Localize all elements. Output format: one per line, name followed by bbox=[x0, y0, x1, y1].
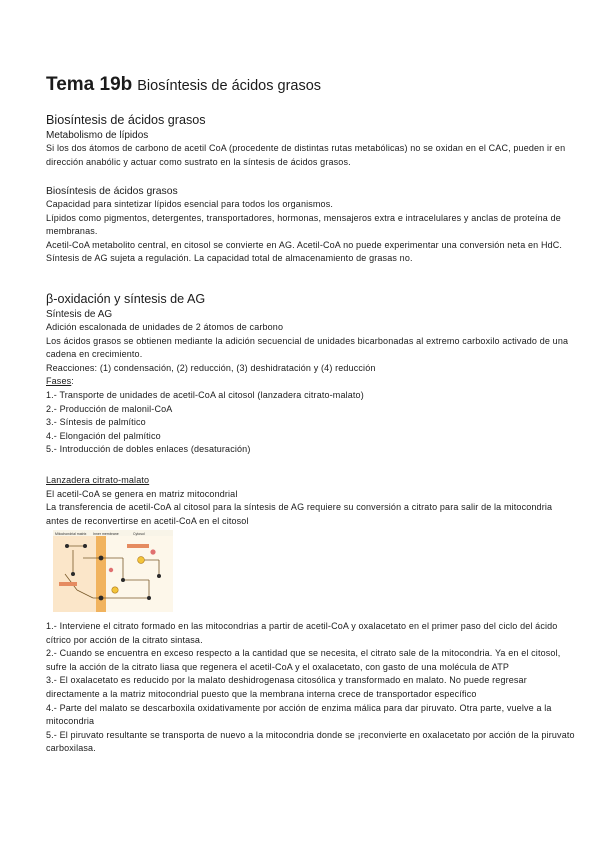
section-biosintesis-2 bbox=[46, 185, 576, 266]
list-item: 2.- Producción de malonil-CoA bbox=[46, 403, 173, 414]
paragraph: El acetil-CoA se genera en matriz mitocondrial bbox=[46, 488, 238, 499]
paragraph: Lípidos como pigmentos, detergentes, transportadores, hormonas, mensajeros extra e intracelulares y anclas de proteína de membranas. bbox=[46, 212, 561, 237]
citrate-malate-shuttle-figure bbox=[53, 530, 173, 612]
paragraph: Adición escalonada de unidades de 2 átomos de carbono bbox=[46, 322, 284, 332]
paragraph: Capacidad para sintetizar lípidos esencial para todos los organismos. bbox=[46, 199, 334, 209]
section-steps bbox=[46, 620, 576, 756]
page-title bbox=[46, 74, 321, 96]
list-item: 5.- Introducción de dobles enlaces (desaturación) bbox=[46, 444, 251, 455]
paragraph: La transferencia de acetil-CoA al citosol para la síntesis de AG requiere su conversión a citrato para salir de la mitocondria antes de reconvertirse en acetil-CoA en el citosol bbox=[46, 502, 553, 526]
shuttle-diagram bbox=[53, 530, 173, 612]
figure-label-middle: Inner membrane bbox=[93, 532, 119, 536]
list-item: 4.- Parte del malato se descarboxila oxidativamente por acción de enzima málica para dar piruvato. Otra parte, vuelve a la mitocondria bbox=[46, 702, 552, 727]
title-main: Tema 19b bbox=[46, 74, 133, 95]
section-subheading: Síntesis de AG bbox=[46, 309, 113, 320]
paragraph: Reacciones: (1) condensación, (2) reducción, (3) deshidratación y (4) reducción bbox=[46, 362, 376, 373]
list-item: 2.- Cuando se encuentra en exceso respecto a la cantidad que se necesita, el citrato sale de la mitocondria. Ya en el citosol, sufre la acción de la citrato liasa que regenera el acetil-CoA y el oxalacetato, con gasto de una molécula de ATP bbox=[46, 648, 561, 672]
list-item: 1.- Interviene el citrato formado en las mitocondrias a partir de acetil-CoA y oxalacetato en el primer paso del ciclo del ácido cítrico por acción de la citrato sintasa. bbox=[46, 621, 558, 645]
list-item: 1.- Transporte de unidades de acetil-CoA al citosol (lanzadera citrato-malato) bbox=[46, 389, 364, 400]
paragraph: Acetil-CoA metabolito central, en citosol se convierte en AG. Acetil-CoA no puede experimentar una conversión neta en HdC. bbox=[46, 239, 563, 250]
phases-label: Fases: bbox=[46, 376, 74, 387]
figure-label-right: Cytosol bbox=[133, 532, 145, 536]
section-subheading: Metabolismo de lípidos bbox=[46, 130, 149, 141]
section-heading: Lanzadera citrato-malato bbox=[46, 475, 150, 485]
title-sub: Biosíntesis de ácidos grasos bbox=[137, 78, 322, 94]
list-item: 3.- El oxalacetato es reducido por la malato deshidrogenasa citosólica y transformado en malato. No puede regresar directamente a la matriz mitocondrial puesto que la membrana interna crece de transportador específico bbox=[46, 675, 527, 699]
list-item: 3.- Síntesis de palmítico bbox=[46, 417, 146, 428]
section-heading: β-oxidación y síntesis de AG bbox=[46, 292, 206, 306]
list-item: 4.- Elongación del palmítico bbox=[46, 430, 161, 441]
paragraph: Los ácidos grasos se obtienen mediante la adición secuencial de unidades bicarbonadas al extremo carboxilo activado de una cadena en crecimiento. bbox=[46, 335, 569, 360]
section-subheading: Biosíntesis de ácidos grasos bbox=[46, 186, 178, 197]
paragraph: Si los dos átomos de carbono de acetil CoA (procedente de distintas rutas metabólicas) no se oxidan en el CAC, pueden ir en dirección anabólic y actuar como sustrato en la síntesis de ácidos grasos. bbox=[46, 143, 566, 167]
section-biosintesis bbox=[46, 113, 576, 169]
figure-label-left: Mitochondrial matrix bbox=[55, 532, 87, 536]
section-lanzadera bbox=[46, 474, 576, 528]
list-item: 5.- El piruvato resultante se transporta de nuevo a la mitocondria donde se ¡reconvierte en oxalacetato por acción de la piruvato carboxilasa. bbox=[46, 729, 575, 754]
paragraph: Síntesis de AG sujeta a regulación. La capacidad total de almacenamiento de grasas no. bbox=[46, 253, 413, 264]
section-beta-oxidacion bbox=[46, 292, 576, 457]
section-heading: Biosíntesis de ácidos grasos bbox=[46, 113, 206, 127]
